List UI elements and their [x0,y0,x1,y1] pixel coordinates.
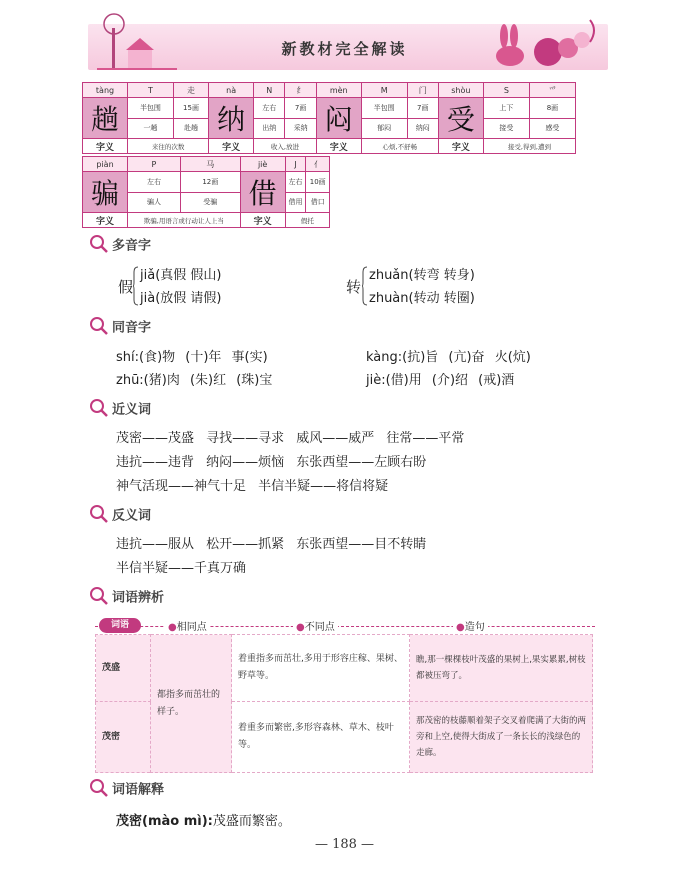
same-point: 都指多而茁壮的样子。 [151,635,232,773]
char-initial: P [128,157,181,172]
char-strokes: 10画 [306,172,330,193]
col-same-label: 相同点 [176,622,207,633]
char-radical: 纟 [285,83,316,98]
char-strokes: 7画 [407,98,438,119]
section-title: 近义词 [112,402,152,418]
synonyms-line-1: 茂密——茂盛 寻找——寻求 威风——威严 往常——平常 [116,431,465,446]
char-word: 一趟 [128,118,174,139]
char-word: 借用 [285,192,306,213]
char-radical: 爫 [529,83,575,98]
col-same-header: ●相同点 [165,618,210,633]
compare-tag: 词语 [99,618,141,633]
char-strokes: 8画 [529,98,575,119]
diff-maosheng: 着重指多而茁壮,多用于形容庄稼、果树、野草等。 [232,635,410,702]
sentence-maomi: 那茂密的枝藤顺着架子交叉着爬满了大街的两旁和上空,使得大街成了一条长长的浅绿色的走廊。 [410,702,593,773]
char-glyph: 闷 [316,98,361,139]
char-initial: S [483,83,529,98]
char-radical: 门 [407,83,438,98]
char-initial: J [285,157,306,172]
section-homophone [88,316,151,336]
homophone-line-1: shí:(食)物 (十)年 事(实) [116,350,268,365]
section-discrimination [88,586,164,606]
poly-jia-reading-1: jiǎ(真假 假山) [140,268,222,283]
magnifier-icon [88,316,110,336]
char-strokes: 15画 [173,98,208,119]
char-meaning: 假托 [285,213,329,228]
homophone-line-2b: jiè:(借)用 (介)绍 (戒)酒 [366,373,515,388]
word-maomi: 茂密 [96,702,151,773]
char-pinyin: piàn [83,157,128,172]
poly-char-zhuan: 转 [346,278,362,296]
page-number: — 188 — [314,837,375,852]
char-glyph: 受 [438,98,483,139]
char-strokes: 12画 [180,172,240,193]
col-sentence-header: ●造句 [453,618,488,633]
explanation-word: 茂密(mào mì): [116,814,213,829]
section-title: 多音字 [112,238,152,254]
char-word: 感受 [529,118,575,139]
section-polyphonic [88,234,151,254]
section-title: 反义词 [112,508,152,524]
word-maosheng: 茂盛 [96,635,151,702]
page-header [0,0,689,78]
char-word: 受骗 [180,192,240,213]
char-word: 赴趟 [173,118,208,139]
char-meaning-label: 字义 [83,139,128,154]
char-meaning-label: 字义 [83,213,128,228]
char-initial: N [254,83,285,98]
char-glyph: 借 [240,172,285,213]
poly-char-jia: 假 [118,278,134,296]
char-structure: 上下 [483,98,529,119]
section-explanation [88,778,164,798]
poly-zhuan-reading-2: zhuàn(转动 转圈) [369,291,475,306]
char-word: 纳闷 [407,118,438,139]
magnifier-icon [88,778,110,798]
char-pinyin: shòu [438,83,483,98]
char-structure: 半包围 [128,98,174,119]
char-glyph: 骗 [83,172,128,213]
section-antonyms [88,504,151,524]
char-word: 骗人 [128,192,181,213]
char-pinyin: jiè [240,157,285,172]
col-diff-header: ●不同点 [293,618,338,633]
char-word: 出纳 [254,118,285,139]
antonyms-line-2: 半信半疑——千真万确 [116,561,247,576]
char-meaning: 接受,得到,遭到 [483,139,575,154]
poly-zhuan-reading-1: zhuǎn(转弯 转身) [369,268,475,283]
char-word: 采纳 [285,118,316,139]
char-radical: 亻 [306,157,330,172]
section-title: 词语辨析 [112,590,165,606]
magnifier-icon [88,398,110,418]
explanation-definition: 茂盛而繁密。 [212,814,291,829]
char-meaning: 收入,放进 [254,139,317,154]
sentence-maosheng: 瞧,那一棵棵枝叶茂盛的果树上,果实累累,树枝都被压弯了。 [410,635,593,702]
char-meaning: 心烦,不舒畅 [361,139,438,154]
char-meaning: 来往的次数 [128,139,209,154]
magnifier-icon [88,504,110,524]
char-meaning: 欺骗,用语言或行动让人上当 [128,213,241,228]
section-title: 同音字 [112,320,152,336]
poly-jia-reading-2: jià(放假 请假) [140,291,222,306]
char-word: 接受 [483,118,529,139]
char-pinyin: mèn [316,83,361,98]
comparison-body [95,634,593,773]
char-glyph: 纳 [209,98,254,139]
homophone-line-2: zhū:(猪)肉 (朱)红 (珠)宝 [116,373,273,388]
antonyms-line-1: 违抗——服从 松开——抓紧 东张西望——目不转睛 [116,537,427,552]
col-diff-label: 不同点 [304,622,335,633]
brace-icon [362,266,368,306]
homophone-line-1b: kàng:(抗)旨 (亢)奋 火(炕) [366,350,531,365]
char-meaning-label: 字义 [240,213,285,228]
char-glyph: 趟 [83,98,128,139]
synonyms-line-2: 违抗——违背 纳闷——烦恼 东张西望——左顾右盼 [116,455,427,470]
char-word: 郁闷 [361,118,407,139]
char-pinyin: tàng [83,83,128,98]
character-table-row-1 [82,82,576,154]
char-structure: 左右 [254,98,285,119]
char-structure: 左右 [128,172,181,193]
brace-icon [133,266,139,306]
char-meaning-label: 字义 [209,139,254,154]
col-sentence-label: 造句 [464,622,485,633]
char-meaning-label: 字义 [438,139,483,154]
magnifier-icon [88,234,110,254]
synonyms-line-3: 神气活现——神气十足 半信半疑——将信将疑 [116,479,389,494]
char-word: 借口 [306,192,330,213]
comparison-header [95,618,595,634]
char-structure: 半包围 [361,98,407,119]
char-initial: T [128,83,174,98]
section-title: 词语解释 [112,782,165,798]
char-pinyin: nà [209,83,254,98]
char-radical: 走 [173,83,208,98]
explanation-line [116,810,291,829]
magnifier-icon [88,586,110,606]
char-meaning-label: 字义 [316,139,361,154]
diff-maomi: 着重多而繁密,多形容森林、草木、枝叶等。 [232,702,410,773]
book-title: 新教材完全解读 [281,40,408,58]
char-radical: 马 [180,157,240,172]
char-structure: 左右 [285,172,306,193]
section-synonyms [88,398,151,418]
character-table-row-2 [82,156,330,228]
char-strokes: 7画 [285,98,316,119]
char-initial: M [361,83,407,98]
